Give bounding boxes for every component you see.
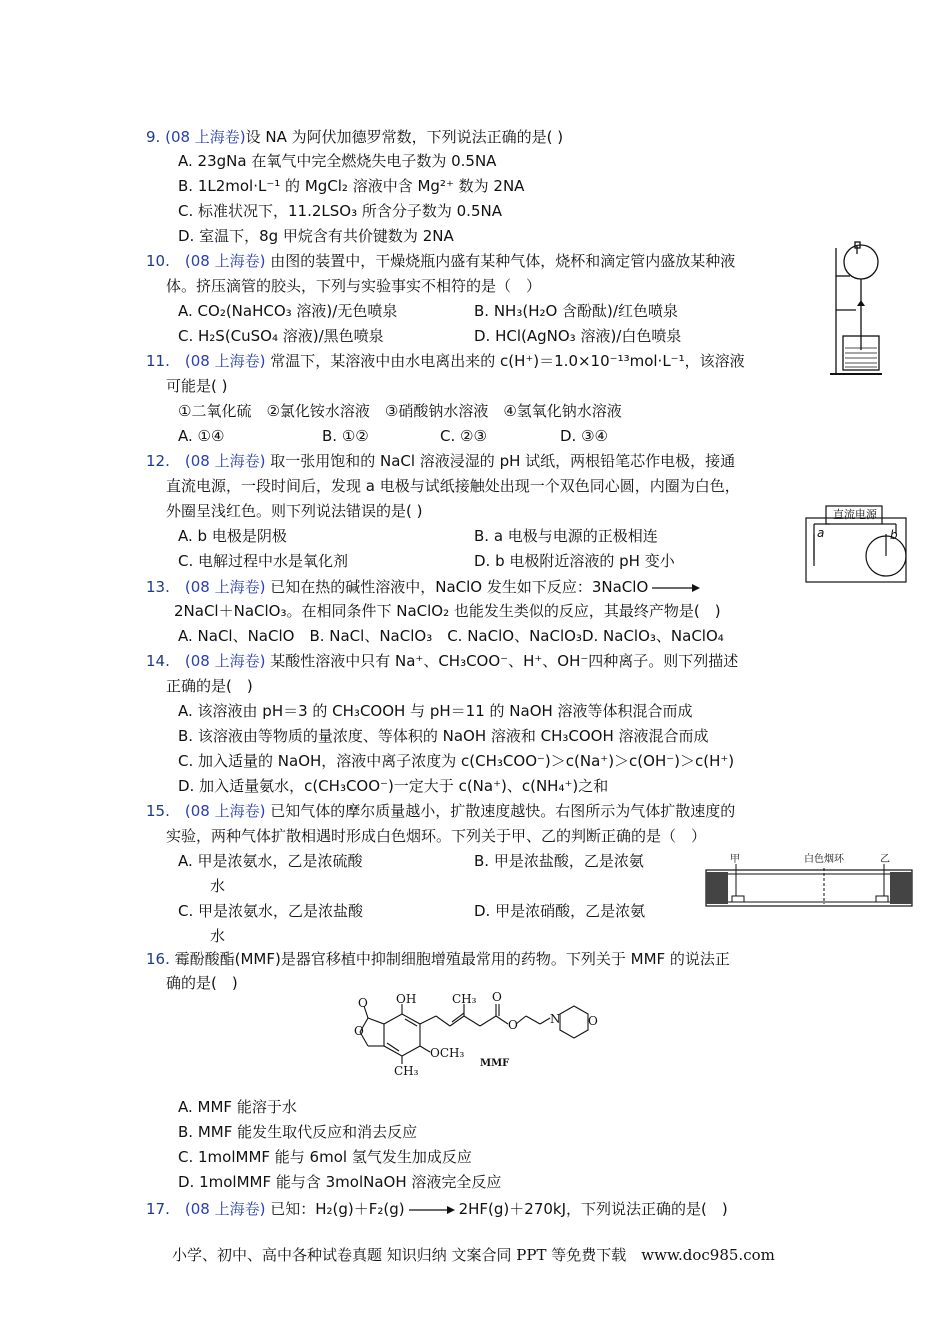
q11-option-d: D. ③④: [560, 427, 608, 445]
q14-option-b: B. 该溶液由等物质的量浓度、等体积的 NaOH 溶液和 CH₃COOH 溶液混合而成: [178, 727, 709, 745]
q16-option-d: D. 1molMMF 能与含 3molNaOH 溶液完全反应: [178, 1173, 502, 1191]
q14-source: (08 上海卷): [184, 652, 266, 670]
q15-option-b: B. 甲是浓盐酸，乙是浓氨: [474, 852, 644, 870]
mmf-o5-label: O: [588, 1014, 598, 1028]
diffusion-tube-figure: [704, 850, 914, 914]
q11-option-c: C. ②③: [440, 427, 487, 445]
q17-source: (08 上海卷): [184, 1200, 266, 1218]
q11-stem-line-1: [146, 350, 745, 372]
q15-number: 15.: [146, 802, 170, 820]
mmf-ch3-top-label: CH₃: [452, 992, 477, 1006]
mmf-structure-drawing: [350, 994, 600, 1080]
q15-option-c: C. 甲是浓氨水，乙是浓盐酸: [178, 902, 364, 920]
q13-stem-text: 已知在热的碱性溶液中，NaClO 发生如下反应：3NaClO: [270, 578, 649, 596]
q12-option-b: B. a 电极与电源的正极相连: [474, 527, 658, 545]
q16-stem-line-2: 确的是( ): [166, 974, 238, 992]
q9-source: (08 上海卷): [165, 128, 246, 146]
q9-option-d: D. 室温下，8g 甲烷含有共价键数为 2NA: [178, 227, 454, 245]
q10-option-d: D. HCl(AgNO₃ 溶液)/白色喷泉: [474, 327, 682, 345]
electrode-b-label: b: [890, 528, 898, 542]
q14-stem-line-2: 正确的是( ): [166, 677, 253, 695]
page-footer: 小学、初中、高中各种试卷真题 知识归纳 文案合同 PPT 等免费下载 www.doc985.com: [172, 1246, 775, 1264]
q12-stem-line-2: 直流电源，一段时间后，发现 a 电极与试纸接触处出现一个双色同心圆，内圈为白色，: [166, 477, 740, 495]
mmf-structure-figure: [350, 990, 600, 1080]
mmf-n-label: N: [550, 1012, 561, 1026]
reaction-arrow-icon: [409, 1205, 455, 1215]
q16-number: 16.: [146, 950, 170, 968]
q9-option-a: A. 23gNa 在氧气中完全燃烧失电子数为 0.5NA: [178, 152, 497, 170]
mmf-o3-label: O: [492, 990, 502, 1004]
q12-stem-line-1: [146, 450, 735, 472]
q14-stem-line-1: [146, 650, 738, 672]
mmf-o2-label: O: [354, 1024, 364, 1038]
q12-source: (08 上海卷): [184, 452, 266, 470]
q11-stem-text: 常温下，某溶液中由水电离出来的 c(H⁺)＝1.0×10⁻¹³mol·L⁻¹，该溶液: [270, 352, 745, 370]
q10-option-b: B. NH₃(H₂O 含酚酞)/红色喷泉: [474, 302, 678, 320]
q11-option-a: A. ①④: [178, 427, 225, 445]
q17-stem-left: 已知：H₂(g)＋F₂(g): [270, 1200, 405, 1218]
mmf-name-label: MMF: [480, 1058, 510, 1069]
q11-option-b: B. ①②: [322, 427, 369, 445]
q9-stem-line: 设 NA 为阿伏加德罗常数，下列说法正确的是( ): [245, 128, 564, 146]
q15-option-a-cont: 水: [210, 877, 226, 895]
q16-option-a: A. MMF 能溶于水: [178, 1098, 297, 1116]
q10-stem-line-1: [146, 250, 735, 272]
q10-option-c: C. H₂S(CuSO₄ 溶液)/黑色喷泉: [178, 327, 384, 345]
q15-stem-line-1: [146, 800, 735, 822]
q12-stem-text: 取一张用饱和的 NaCl 溶液浸湿的 pH 试纸，两根铅笔芯作电极，接通: [270, 452, 736, 470]
mmf-och3-label: OCH₃: [430, 1046, 465, 1060]
q14-stem-text: 某酸性溶液中只有 Na⁺、CH₃COO⁻、H⁺、OH⁻四种离子。则下列描述: [270, 652, 739, 670]
electrode-a-label: a: [817, 526, 825, 540]
q13-stem-line-1: [146, 576, 700, 598]
q13-options: A. NaCl、NaClO B. NaCl、NaClO₃ C. NaClO、NaClO₃D. NaClO₃、NaClO₄: [178, 627, 724, 645]
q16-stem-text: 霉酚酸酯(MMF)是器官移植中抑制细胞增殖最常用的药物。下列关于 MMF 的说法正: [174, 950, 730, 968]
q17-stem: [146, 1198, 728, 1220]
q17-stem-right: 2HF(g)＋270kJ，下列说法正确的是( ): [458, 1200, 728, 1218]
reaction-arrow-icon: [652, 583, 700, 593]
q15-option-a: A. 甲是浓氨水，乙是浓硫酸: [178, 852, 363, 870]
q12-option-c: C. 电解过程中水是氧化剂: [178, 552, 349, 570]
q11-number: 11.: [146, 352, 170, 370]
q12-stem-line-3: 外圈呈浅红色。则下列说法错误的是( ): [166, 502, 423, 520]
q9-number: 9.: [146, 128, 161, 146]
q15-option-d: D. 甲是浓硝酸，乙是浓氨: [474, 902, 646, 920]
diffusion-middle-label: 白色烟环: [804, 854, 844, 865]
q14-option-d: D. 加入适量氨水，c(CH₃COO⁻)一定大于 c(Na⁺)、c(NH₄⁺)之和: [178, 777, 609, 795]
q15-source: (08 上海卷): [184, 802, 266, 820]
q16-option-b: B. MMF 能发生取代反应和消去反应: [178, 1123, 418, 1141]
diffusion-left-label: 甲: [730, 854, 740, 865]
fountain-apparatus-figure: [828, 240, 884, 380]
q16-option-c: C. 1molMMF 能与 6mol 氢气发生加成反应: [178, 1148, 472, 1166]
q14-number: 14.: [146, 652, 170, 670]
q12-option-d: D. b 电极附近溶液的 pH 变小: [474, 552, 675, 570]
q10-stem-line-2: 体。挤压滴管的胶头，下列与实验事实不相符的是（ ）: [166, 277, 542, 295]
electrolysis-figure: [800, 500, 908, 586]
mmf-o4-label: O: [508, 1018, 518, 1032]
q9-stem: [146, 126, 563, 148]
q17-number: 17.: [146, 1200, 170, 1218]
diffusion-right-label: 乙: [880, 854, 890, 865]
q11-source: (08 上海卷): [184, 352, 266, 370]
q15-option-c-cont: 水: [210, 927, 226, 945]
q12-number: 12.: [146, 452, 170, 470]
mmf-oh-label: OH: [396, 992, 417, 1006]
q11-stem-line-2: 可能是( ): [166, 377, 228, 395]
q12-option-a: A. b 电极是阴极: [178, 527, 287, 545]
q10-number: 10.: [146, 252, 170, 270]
q10-option-a: A. CO₂(NaHCO₃ 溶液)/无色喷泉: [178, 302, 398, 320]
q15-stem-line-2: 实验，两种气体扩散相遇时形成白色烟环。下列关于甲、乙的判断正确的是（ ）: [166, 827, 707, 845]
q14-option-c: C. 加入适量的 NaOH，溶液中离子浓度为 c(CH₃COO⁻)＞c(Na⁺)＞c(OH⁻)＞c(H⁺): [178, 752, 735, 770]
mmf-o1-label: O: [358, 996, 368, 1010]
q9-option-b: B. 1L2mol·L⁻¹ 的 MgCl₂ 溶液中含 Mg²⁺ 数为 2NA: [178, 177, 525, 195]
power-supply-label: 直流电源: [833, 508, 877, 521]
q10-source: (08 上海卷): [184, 252, 266, 270]
mmf-ch3-bottom-label: CH₃: [394, 1064, 419, 1078]
q13-source: (08 上海卷): [184, 578, 266, 596]
q11-choices: ①二氧化硫 ②氯化铵水溶液 ③硝酸钠水溶液 ④氢氧化钠水溶液: [178, 402, 622, 420]
q10-stem-text: 由图的装置中，干燥烧瓶内盛有某种气体，烧杯和滴定管内盛放某种液: [270, 252, 736, 270]
q13-number: 13.: [146, 578, 170, 596]
q16-stem-line-1: [146, 948, 730, 970]
q9-option-c: C. 标准状况下，11.2LSO₃ 所含分子数为 0.5NA: [178, 202, 502, 220]
q13-stem-line-2: 2NaCl＋NaClO₃。在相同条件下 NaClO₂ 也能发生类似的反应，其最终产物是( ): [174, 602, 721, 620]
q15-stem-text: 已知气体的摩尔质量越小，扩散速度越快。右图所示为气体扩散速度的: [270, 802, 736, 820]
q14-option-a: A. 该溶液由 pH＝3 的 CH₃COOH 与 pH＝11 的 NaOH 溶液等体积混合而成: [178, 702, 693, 720]
